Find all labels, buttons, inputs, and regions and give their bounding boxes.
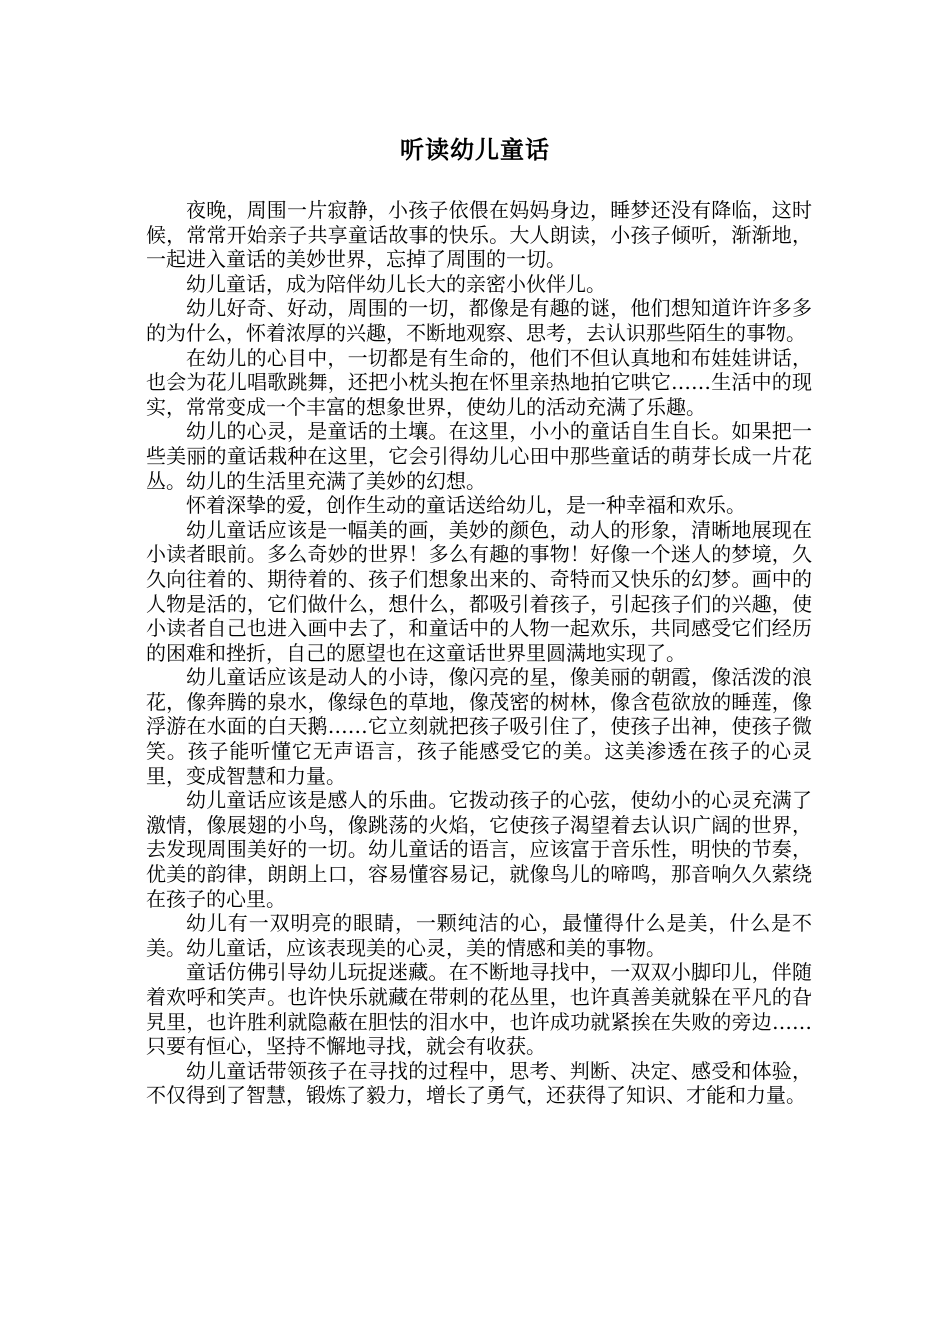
paragraph: 幼儿童话，成为陪伴幼儿长大的亲密小伙伴儿。 <box>186 271 606 296</box>
document-body <box>146 198 812 1108</box>
paragraph: 幼儿童话应该是一幅美的画，美妙的颜色，动人的形象，清晰地展现在小读者眼前。多么奇妙的世界！多么有趣的事物！好像一个迷人的梦境，久久向往着的、期待着的、孩子们想象出来的、奇特而又快乐的幻梦。画中的人物是活的，它们做什么，想什么，都吸引着孩子，引起孩子们的兴趣，使小读者自己也进入画中去了，和童话中的人物一起欢乐，共同感受它们经历的困难和挫折，自己的愿望也在这童话世界里圆满地实现了。 <box>146 517 812 665</box>
paragraph: 幼儿童话应该是动人的小诗，像闪亮的星，像美丽的朝霞，像活泼的浪花，像奔腾的泉水，像绿色的草地，像茂密的树林，像含苞欲放的睡莲，像浮游在水面的白天鹅……它立刻就把孩子吸引住了，使孩子出神，使孩子微笑。孩子能听懂它无声语言，孩子能感受它的美。这美渗透在孩子的心灵里，变成智慧和力量。 <box>146 665 812 788</box>
paragraph: 童话仿佛引导幼儿玩捉迷藏。在不断地寻找中，一双双小脚印儿，伴随着欢呼和笑声。也许快乐就藏在带刺的花丛里，也许真善美就躲在平凡的旮旯里，也许胜利就隐蔽在胆怯的泪水中，也许成功就紧挨在失败的旁边……只要有恒心，坚持不懈地寻找，就会有收获。 <box>146 960 812 1059</box>
paragraph: 幼儿有一双明亮的眼睛，一颗纯洁的心，最懂得什么是美，什么是不美。幼儿童话，应该表现美的心灵，美的情感和美的事物。 <box>146 911 812 960</box>
paragraph: 怀着深挚的爱，创作生动的童话送给幼儿，是一种幸福和欢乐。 <box>186 493 746 518</box>
paragraph: 幼儿的心灵，是童话的土壤。在这里，小小的童话自生自长。如果把一些美丽的童话栽种在这里，它会引得幼儿心田中那些童话的萌芽长成一片花丛。幼儿的生活里充满了美妙的幻想。 <box>146 419 812 493</box>
paragraph: 夜晚，周围一片寂静，小孩子依偎在妈妈身边，睡梦还没有降临，这时候，常常开始亲子共享童话故事的快乐。大人朗读，小孩子倾听，渐渐地，一起进入童话的美妙世界，忘掉了周围的一切。 <box>146 198 812 272</box>
paragraph: 幼儿童话应该是感人的乐曲。它拨动孩子的心弦，使幼小的心灵充满了激情，像展翅的小鸟，像跳荡的火焰，它使孩子渴望着去认识广阔的世界，去发现周围美好的一切。幼儿童话的语言，应该富于音乐性，明快的节奏，优美的韵律，朗朗上口，容易懂容易记，就像鸟儿的啼鸣，那音响久久萦绕在孩子的心里。 <box>146 788 812 911</box>
paragraph: 幼儿童话带领孩子在寻找的过程中，思考、判断、决定、感受和体验，不仅得到了智慧，锻炼了毅力，增长了勇气，还获得了知识、才能和力量。 <box>146 1058 812 1108</box>
paragraph: 在幼儿的心目中，一切都是有生命的，他们不但认真地和布娃娃讲话，也会为花儿唱歌跳舞，还把小枕头抱在怀里亲热地拍它哄它……生活中的现实，常常变成一个丰富的想象世界，使幼儿的活动充满了乐趣。 <box>146 345 812 419</box>
paragraph: 幼儿好奇、好动，周围的一切，都像是有趣的谜，他们想知道许许多多的为什么，怀着浓厚的兴趣，不断地观察、思考，去认识那些陌生的事物。 <box>146 296 812 345</box>
document-title: 听读幼儿童话 <box>400 135 550 164</box>
